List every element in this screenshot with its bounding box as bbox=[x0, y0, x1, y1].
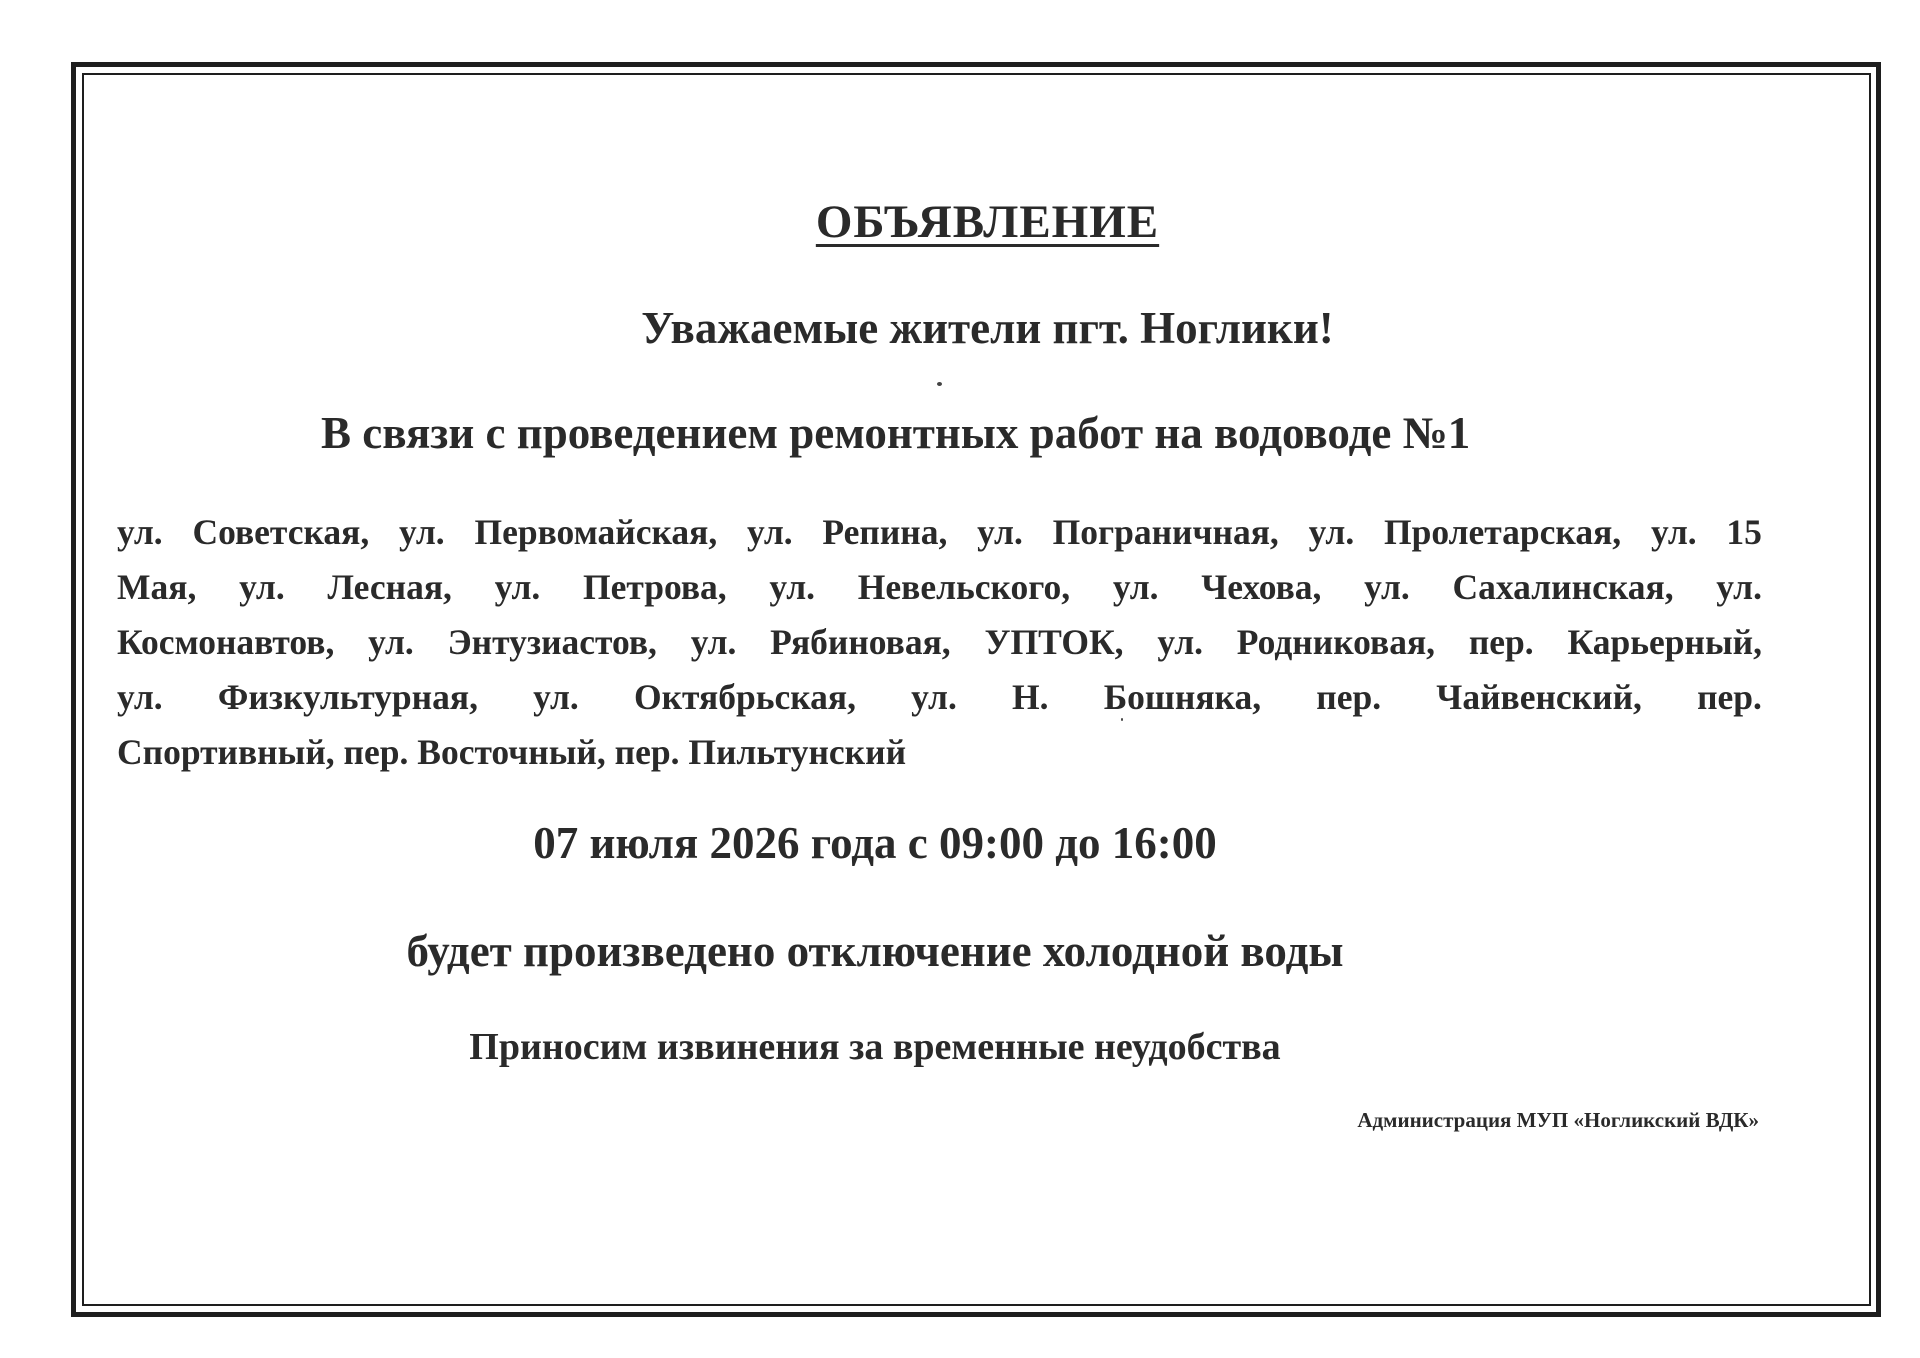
street-word: ул. bbox=[1650, 512, 1697, 552]
street-word: Чехова, bbox=[1201, 567, 1322, 607]
street-word: Лесная, bbox=[327, 567, 452, 607]
street-word: Н. bbox=[1012, 677, 1049, 717]
street-word: пер. bbox=[1697, 677, 1762, 717]
streets-line bbox=[117, 615, 1762, 670]
street-word: 15 bbox=[1726, 512, 1762, 552]
outage-datetime: 07 июля 2026 года с 09:00 до 16:00 bbox=[533, 818, 1217, 868]
street-word: Карьерный, bbox=[1567, 622, 1762, 662]
scan-speck bbox=[937, 382, 942, 386]
street-word: Сахалинская, bbox=[1452, 567, 1674, 607]
street-word: ул. bbox=[117, 512, 163, 552]
street-word: ул. bbox=[1157, 622, 1204, 662]
street-word: ул. bbox=[533, 677, 579, 717]
street-word: ул. bbox=[1716, 567, 1762, 607]
street-word: ул. bbox=[690, 622, 737, 662]
streets-line bbox=[117, 505, 1762, 560]
streets-line bbox=[117, 560, 1762, 615]
street-word: Чайвенский, bbox=[1436, 677, 1642, 717]
street-word: Энтузиастов, bbox=[447, 622, 657, 662]
street-word: ул. bbox=[399, 512, 445, 552]
street-word: ул. bbox=[117, 677, 163, 717]
street-word: Октябрьская, bbox=[633, 677, 856, 717]
street-word: ул. bbox=[494, 567, 541, 607]
street-word: Родниковая, bbox=[1236, 622, 1436, 662]
street-word: Репина, bbox=[822, 512, 948, 552]
apology-text: Приносим извинения за временные неудобства bbox=[469, 1026, 1281, 1068]
streets-line bbox=[117, 725, 1762, 780]
street-word: Пограничная, bbox=[1052, 512, 1279, 552]
street-word: ул. bbox=[977, 512, 1023, 552]
streets-line bbox=[117, 670, 1762, 725]
street-word: ул. bbox=[746, 512, 793, 552]
street-word: ул. bbox=[239, 567, 285, 607]
street-word: ул. bbox=[1308, 512, 1355, 552]
outage-description: будет произведено отключение холодной воды bbox=[406, 926, 1344, 976]
street-word: ул. bbox=[1364, 567, 1410, 607]
street-word: Мая, bbox=[117, 567, 197, 607]
street-word: ул. bbox=[911, 677, 957, 717]
street-word: УПТОК, bbox=[984, 622, 1124, 662]
street-word: ул. bbox=[769, 567, 816, 607]
street-word: Космонавтов, bbox=[117, 622, 335, 662]
notice-reason: В связи с проведением ремонтных работ на водоводе №1 bbox=[321, 408, 1471, 458]
street-word: Первомайская, bbox=[474, 512, 718, 552]
streets-list bbox=[117, 505, 1762, 780]
street-word: ул. bbox=[1112, 567, 1159, 607]
street-word: Советская, bbox=[192, 512, 370, 552]
signature: Администрация МУП «Ногликский ВДК» bbox=[1357, 1108, 1759, 1132]
street-word: Рябиновая, bbox=[770, 622, 951, 662]
street-word: Петрова, bbox=[583, 567, 727, 607]
notice-title: ОБЪЯВЛЕНИЕ bbox=[815, 196, 1160, 248]
street-word: Физкультурная, bbox=[217, 677, 478, 717]
notice-greeting: Уважаемые жители пгт. Ноглики! bbox=[641, 303, 1334, 353]
street-word: ул. bbox=[368, 622, 414, 662]
street-word: Бошняка, bbox=[1103, 677, 1262, 717]
street-word: Невельского, bbox=[857, 567, 1071, 607]
street-word: пер. bbox=[1316, 677, 1382, 717]
street-word: пер. bbox=[1468, 622, 1534, 662]
street-word: Спортивный, пер. Восточный, пер. Пильтунский bbox=[117, 732, 907, 772]
street-word: Пролетарская, bbox=[1384, 512, 1622, 552]
scan-speck bbox=[1121, 718, 1123, 721]
